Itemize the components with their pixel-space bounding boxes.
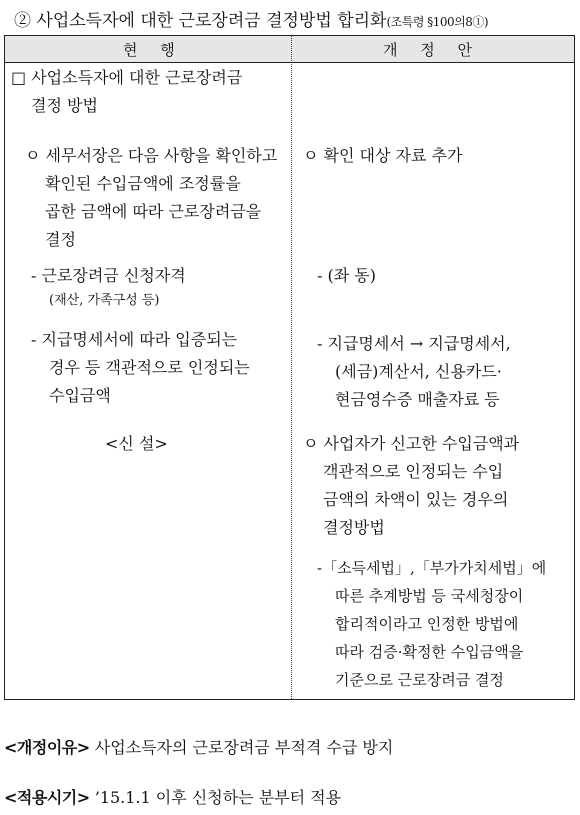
- proposed-sub-line: 합리적이라고 인정한 방법에: [335, 615, 519, 633]
- effective-line: [4, 785, 341, 808]
- current-heading: [11, 64, 242, 120]
- proposed-item-line: 금액의 차액이 있는 경우의: [323, 490, 509, 509]
- section-title-reference: (조특령 §100의8①): [386, 15, 489, 29]
- proposed-sub-line: - 지급명세서 → 지급명세서,: [317, 334, 511, 353]
- current-sub-line: - 근로장려금 신청자격: [31, 266, 186, 285]
- comparison-table: [4, 35, 575, 700]
- proposed-sub-line: 따라 검증·확정한 수입금액을: [335, 643, 524, 661]
- proposed-sub-2: [317, 330, 511, 414]
- reason-text: 사업소득자의 근로장려금 부적격 수급 방지: [94, 738, 394, 757]
- reason-label: <개정이유>: [4, 738, 90, 757]
- current-item-1: [25, 142, 277, 254]
- current-item-line: 곱한 금액에 따라 근로장려금을: [45, 202, 262, 221]
- current-sub-line: 수입금액: [49, 386, 111, 405]
- proposed-item-line: ㅇ 사업자가 신고한 수입금액과: [303, 434, 520, 453]
- proposed-item-line: 결정방법: [323, 518, 385, 537]
- effective-text: ’15.1.1 이후 신청하는 분부터 적용: [94, 788, 342, 807]
- table-header-row: [5, 36, 574, 63]
- header-proposed: 개 정 안: [383, 41, 482, 59]
- section-title: [14, 6, 488, 31]
- proposed-item-line: 객관적으로 인정되는 수입: [323, 462, 504, 481]
- current-sub-line: - 지급명세서에 따라 입증되는: [31, 330, 238, 349]
- proposed-sub-line: (세금)계산서, 신용카드·: [335, 362, 502, 381]
- current-sub-1: [31, 262, 186, 312]
- proposed-sub-line: -「소득세법」,「부가가치세법」에: [317, 559, 547, 577]
- current-heading-line: □ 사업소득자에 대한 근로장려금: [11, 68, 243, 87]
- proposed-item-2: [303, 430, 519, 542]
- proposed-sub-3: [317, 554, 546, 694]
- current-sub-2: [31, 326, 250, 410]
- effective-label: <적용시기>: [4, 788, 90, 807]
- header-current: 현 행: [123, 41, 184, 59]
- current-item-line: 결정: [45, 230, 76, 249]
- current-item-line: 확인된 수입금액에 조정률을: [45, 174, 241, 193]
- proposed-sub-1: - (좌 동): [317, 266, 376, 285]
- proposed-sub-line: 현금영수증 매출자료 등: [335, 390, 500, 409]
- reason-line: [4, 735, 393, 758]
- current-heading-line: 결정 방법: [31, 96, 98, 115]
- proposed-item-1: ㅇ 확인 대상 자료 추가: [303, 146, 463, 165]
- current-new-mark: <신 설>: [105, 434, 168, 453]
- current-item-line: ㅇ 세무서장은 다음 사항을 확인하고: [25, 146, 278, 165]
- proposed-sub-line: 기준으로 근로장려금 결정: [335, 671, 504, 689]
- current-sub-note: (재산, 가족구성 등): [49, 293, 160, 308]
- current-sub-line: 경우 등 객관적으로 인정되는: [49, 358, 250, 377]
- column-divider: [291, 36, 292, 699]
- proposed-sub-line: 따른 추계방법 등 국세청장이: [335, 587, 524, 605]
- section-title-text: ② 사업소득자에 대한 근로장려금 결정방법 합리화: [14, 11, 387, 31]
